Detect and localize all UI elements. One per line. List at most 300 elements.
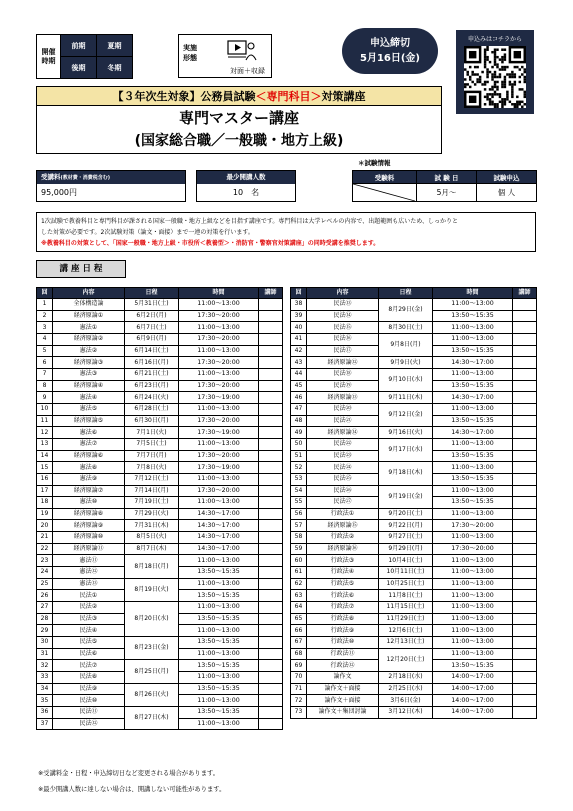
session-time: 11:00～13:00 bbox=[433, 508, 513, 520]
session-number: 13 bbox=[37, 438, 53, 450]
session-time: 11:00～13:00 bbox=[433, 578, 513, 590]
course-title-main: 専門マスター講座 bbox=[178, 109, 299, 127]
session-number: 35 bbox=[37, 695, 53, 707]
session-time: 17:30～19:00 bbox=[179, 462, 259, 474]
session-topic: 民法⑮ bbox=[307, 322, 379, 334]
session-time: 11:00～13:00 bbox=[433, 403, 513, 415]
session-date: 9月27日(土) bbox=[379, 532, 433, 544]
session-date: 9月8日(月) bbox=[379, 333, 433, 356]
period-label: 開催 時期 bbox=[37, 35, 61, 79]
min-students-label: 最少開講人数 bbox=[197, 171, 295, 184]
session-topic: 民法⑨ bbox=[53, 683, 125, 695]
session-topic: 論作文 bbox=[307, 672, 379, 684]
session-topic: 民法④ bbox=[53, 625, 125, 637]
session-instructor bbox=[513, 403, 537, 415]
schedule-row bbox=[37, 357, 283, 369]
session-date: 12月20日(土) bbox=[379, 648, 433, 671]
session-date: 2月18日(水) bbox=[379, 672, 433, 684]
course-title bbox=[36, 106, 442, 154]
session-date: 8月20日(水) bbox=[125, 602, 179, 637]
session-time: 11:00～13:00 bbox=[179, 602, 259, 614]
session-date: 6月14日(土) bbox=[125, 345, 179, 357]
session-date: 10月4日(土) bbox=[379, 555, 433, 567]
session-topic: 経済原論⑫ bbox=[307, 357, 379, 369]
session-time: 13:50～15:35 bbox=[179, 660, 259, 672]
schedule-row bbox=[291, 368, 537, 380]
session-instructor bbox=[513, 450, 537, 462]
session-topic: 民法③ bbox=[53, 613, 125, 625]
session-date: 9月20日(土) bbox=[379, 508, 433, 520]
session-number: 63 bbox=[291, 590, 307, 602]
exam-info-table bbox=[352, 170, 537, 202]
session-instructor bbox=[513, 333, 537, 345]
schedule-row bbox=[291, 683, 537, 695]
session-time: 11:00～13:00 bbox=[179, 625, 259, 637]
session-time: 11:00～13:00 bbox=[433, 322, 513, 334]
session-date: 9月9日(火) bbox=[379, 357, 433, 369]
session-instructor bbox=[259, 613, 283, 625]
session-instructor bbox=[513, 567, 537, 579]
session-number: 32 bbox=[37, 660, 53, 672]
session-number: 66 bbox=[291, 625, 307, 637]
schedule-row bbox=[37, 333, 283, 345]
schedule-row bbox=[37, 392, 283, 404]
session-date: 8月18日(月) bbox=[125, 555, 179, 578]
schedule-row bbox=[37, 450, 283, 462]
session-instructor bbox=[513, 532, 537, 544]
session-instructor bbox=[259, 672, 283, 684]
session-number: 27 bbox=[37, 602, 53, 614]
session-number: 25 bbox=[37, 578, 53, 590]
exam-date-value: 5月～ bbox=[417, 184, 477, 202]
session-number: 61 bbox=[291, 567, 307, 579]
schedule-row bbox=[291, 508, 537, 520]
session-topic: 経済原論③ bbox=[53, 357, 125, 369]
schedule-row bbox=[291, 403, 537, 415]
session-topic: 憲法⑩ bbox=[53, 497, 125, 509]
schedule-header-cell: 日程 bbox=[125, 288, 179, 299]
schedule-row bbox=[291, 578, 537, 590]
session-date: 7月19日(土) bbox=[125, 497, 179, 509]
session-date: 9月11日(木) bbox=[379, 392, 433, 404]
course-target-band bbox=[36, 86, 442, 106]
description-line: した対策が必要です。2次試験対策（論文・面接）まで一連の対策を行います。 bbox=[41, 229, 254, 236]
session-number: 45 bbox=[291, 380, 307, 392]
session-number: 22 bbox=[37, 543, 53, 555]
session-instructor bbox=[259, 695, 283, 707]
session-time: 13:50～15:35 bbox=[433, 310, 513, 322]
schedule-row bbox=[37, 485, 283, 497]
session-number: 10 bbox=[37, 403, 53, 415]
period-term: 後期 bbox=[61, 57, 97, 79]
session-topic: 行政法① bbox=[307, 508, 379, 520]
schedule-row bbox=[291, 555, 537, 567]
session-number: 71 bbox=[291, 683, 307, 695]
session-instructor bbox=[259, 299, 283, 311]
session-topic: 憲法⑤ bbox=[53, 403, 125, 415]
session-number: 56 bbox=[291, 508, 307, 520]
schedule-table-left bbox=[36, 287, 283, 730]
session-number: 59 bbox=[291, 543, 307, 555]
schedule-row bbox=[37, 660, 283, 672]
session-date: 8月5日(火) bbox=[125, 532, 179, 544]
session-number: 16 bbox=[37, 473, 53, 485]
session-instructor bbox=[259, 590, 283, 602]
tuition-label-small: (教材費・消費税含む) bbox=[60, 175, 111, 181]
session-time: 11:00～13:00 bbox=[433, 368, 513, 380]
schedule-table-right bbox=[290, 287, 537, 719]
session-instructor bbox=[513, 345, 537, 357]
session-number: 14 bbox=[37, 450, 53, 462]
session-time: 11:00～13:00 bbox=[433, 637, 513, 649]
session-instructor bbox=[513, 706, 537, 718]
session-number: 52 bbox=[291, 462, 307, 474]
session-topic: 憲法⑨ bbox=[53, 473, 125, 485]
session-number: 43 bbox=[291, 357, 307, 369]
session-instructor bbox=[259, 450, 283, 462]
session-instructor bbox=[259, 508, 283, 520]
session-topic: 行政法② bbox=[307, 532, 379, 544]
session-instructor bbox=[259, 473, 283, 485]
session-topic: 行政法③ bbox=[307, 555, 379, 567]
session-number: 46 bbox=[291, 392, 307, 404]
min-students-value: 10 名 bbox=[232, 188, 260, 197]
session-topic: 経済原論⑩ bbox=[53, 532, 125, 544]
schedule-row bbox=[37, 578, 283, 590]
session-topic: 論作文＋面接 bbox=[307, 695, 379, 707]
session-topic: 憲法⑥ bbox=[53, 427, 125, 439]
session-time: 13:50～15:35 bbox=[179, 613, 259, 625]
schedule-header-cell: 回 bbox=[291, 288, 307, 299]
session-instructor bbox=[259, 392, 283, 404]
session-time: 11:00～13:00 bbox=[433, 555, 513, 567]
session-number: 31 bbox=[37, 648, 53, 660]
session-date: 5月31日(土) bbox=[125, 299, 179, 311]
session-time: 11:00～13:00 bbox=[179, 672, 259, 684]
schedule-row bbox=[37, 683, 283, 695]
session-topic: 民法⑳ bbox=[307, 403, 379, 415]
qr-label: 申込みはコチラから bbox=[467, 36, 522, 43]
schedule-row bbox=[291, 438, 537, 450]
session-number: 5 bbox=[37, 345, 53, 357]
session-number: 39 bbox=[291, 310, 307, 322]
schedule-header-cell: 時間 bbox=[433, 288, 513, 299]
session-number: 17 bbox=[37, 485, 53, 497]
schedule-row bbox=[37, 380, 283, 392]
session-number: 12 bbox=[37, 427, 53, 439]
session-date: 8月26日(火) bbox=[125, 683, 179, 706]
session-instructor bbox=[259, 415, 283, 427]
session-topic: 論作文＋集団討論 bbox=[307, 706, 379, 718]
session-date: 9月19日(金) bbox=[379, 485, 433, 508]
session-time: 14:30～17:00 bbox=[179, 532, 259, 544]
session-topic: 経済原論⑦ bbox=[53, 485, 125, 497]
session-time: 13:50～15:35 bbox=[433, 380, 513, 392]
session-time: 11:00～13:00 bbox=[433, 625, 513, 637]
schedule-row bbox=[37, 462, 283, 474]
schedule-row bbox=[37, 637, 283, 649]
session-instructor bbox=[513, 578, 537, 590]
schedule-row bbox=[37, 706, 283, 718]
schedule-row bbox=[37, 368, 283, 380]
session-instructor bbox=[513, 543, 537, 555]
session-instructor bbox=[259, 345, 283, 357]
session-date: 6月30日(月) bbox=[125, 415, 179, 427]
session-date: 9月17日(水) bbox=[379, 438, 433, 461]
deadline-date: 5月16日(金) bbox=[359, 53, 420, 64]
session-date: 9月29日(月) bbox=[379, 543, 433, 555]
session-time: 11:00～13:00 bbox=[179, 578, 259, 590]
session-instructor bbox=[259, 578, 283, 590]
session-date: 7月31日(木) bbox=[125, 520, 179, 532]
schedule-row bbox=[291, 590, 537, 602]
qr-panel[interactable] bbox=[456, 30, 534, 114]
session-instructor bbox=[513, 322, 537, 334]
session-instructor bbox=[259, 403, 283, 415]
schedule-row bbox=[37, 427, 283, 439]
session-topic: 経済原論⑧ bbox=[53, 508, 125, 520]
session-topic: 民法㉕ bbox=[307, 473, 379, 485]
session-time: 11:00～13:00 bbox=[179, 473, 259, 485]
session-topic: 民法㉖ bbox=[307, 485, 379, 497]
video-lecture-icon bbox=[227, 40, 257, 66]
session-time: 11:00～13:00 bbox=[433, 462, 513, 474]
schedule-row bbox=[291, 357, 537, 369]
session-date: 11月8日(土) bbox=[379, 590, 433, 602]
session-date: 6月23日(月) bbox=[125, 380, 179, 392]
schedule-row bbox=[37, 473, 283, 485]
schedule-row bbox=[291, 695, 537, 707]
session-topic: 論作文＋面接 bbox=[307, 683, 379, 695]
session-time: 17:30～20:00 bbox=[179, 357, 259, 369]
session-instructor bbox=[259, 368, 283, 380]
session-topic: 経済原論⑮ bbox=[307, 520, 379, 532]
session-date: 7月14日(月) bbox=[125, 485, 179, 497]
schedule-row bbox=[291, 637, 537, 649]
session-topic: 行政法⑦ bbox=[307, 602, 379, 614]
schedule-row bbox=[37, 508, 283, 520]
session-date: 8月25日(月) bbox=[125, 660, 179, 683]
session-instructor bbox=[259, 683, 283, 695]
session-number: 11 bbox=[37, 415, 53, 427]
session-date: 6月24日(火) bbox=[125, 392, 179, 404]
tuition-label: 受講料 bbox=[41, 173, 61, 181]
session-instructor bbox=[513, 520, 537, 532]
session-date: 8月19日(火) bbox=[125, 578, 179, 601]
session-number: 72 bbox=[291, 695, 307, 707]
session-instructor bbox=[513, 660, 537, 672]
session-time: 17:30～20:00 bbox=[433, 520, 513, 532]
session-topic: 経済原論⑬ bbox=[307, 392, 379, 404]
session-date: 9月22日(月) bbox=[379, 520, 433, 532]
session-topic: 経済原論① bbox=[53, 310, 125, 322]
qr-code-icon[interactable] bbox=[464, 46, 526, 108]
session-time: 11:00～13:00 bbox=[179, 555, 259, 567]
session-topic: 民法⑧ bbox=[53, 672, 125, 684]
session-instructor bbox=[513, 462, 537, 474]
session-topic: 経済原論② bbox=[53, 333, 125, 345]
session-topic: 民法㉒ bbox=[307, 438, 379, 450]
session-instructor bbox=[259, 660, 283, 672]
session-date: 6月2日(月) bbox=[125, 310, 179, 322]
session-topic: 経済原論⑭ bbox=[307, 427, 379, 439]
deadline-label: 申込締切 bbox=[370, 38, 410, 49]
session-date: 9月10日(水) bbox=[379, 368, 433, 391]
session-instructor bbox=[513, 625, 537, 637]
schedule-row bbox=[291, 485, 537, 497]
period-term: 前期 bbox=[61, 35, 97, 57]
session-time: 13:50～15:35 bbox=[433, 660, 513, 672]
session-number: 24 bbox=[37, 567, 53, 579]
session-instructor bbox=[513, 485, 537, 497]
session-number: 20 bbox=[37, 520, 53, 532]
session-time: 11:00～13:00 bbox=[433, 299, 513, 311]
session-time: 11:00～13:00 bbox=[179, 695, 259, 707]
exam-info-note: ＊試験情報 bbox=[358, 159, 391, 167]
session-topic: 行政法⑪ bbox=[307, 648, 379, 660]
session-time: 17:30～20:00 bbox=[179, 310, 259, 322]
session-number: 70 bbox=[291, 672, 307, 684]
session-number: 42 bbox=[291, 345, 307, 357]
session-time: 14:00～17:00 bbox=[433, 695, 513, 707]
session-topic: 行政法⑫ bbox=[307, 660, 379, 672]
session-topic: 憲法④ bbox=[53, 392, 125, 404]
session-topic: 民法⑱ bbox=[307, 368, 379, 380]
session-instructor bbox=[513, 602, 537, 614]
session-instructor bbox=[513, 497, 537, 509]
session-instructor bbox=[513, 672, 537, 684]
session-number: 54 bbox=[291, 485, 307, 497]
session-instructor bbox=[259, 485, 283, 497]
session-instructor bbox=[259, 648, 283, 660]
period-term: 夏期 bbox=[97, 35, 133, 57]
session-topic: 民法⑲ bbox=[307, 380, 379, 392]
session-number: 60 bbox=[291, 555, 307, 567]
tuition-value: 95,000円 bbox=[41, 188, 77, 197]
schedule-row bbox=[37, 299, 283, 311]
session-time: 11:00～13:00 bbox=[433, 333, 513, 345]
session-time: 17:30～20:00 bbox=[433, 543, 513, 555]
session-time: 13:50～15:35 bbox=[433, 497, 513, 509]
session-instructor bbox=[513, 438, 537, 450]
session-number: 8 bbox=[37, 380, 53, 392]
session-topic: 民法⑰ bbox=[307, 345, 379, 357]
session-topic: 行政法④ bbox=[307, 567, 379, 579]
schedule-row bbox=[291, 648, 537, 660]
session-topic: 経済原論⑤ bbox=[53, 415, 125, 427]
session-number: 30 bbox=[37, 637, 53, 649]
session-topic: 憲法⑦ bbox=[53, 438, 125, 450]
session-number: 29 bbox=[37, 625, 53, 637]
session-time: 13:50～15:35 bbox=[179, 637, 259, 649]
session-instructor bbox=[259, 637, 283, 649]
session-date: 7月29日(火) bbox=[125, 508, 179, 520]
period-term: 冬期 bbox=[97, 57, 133, 79]
session-time: 13:50～15:35 bbox=[179, 683, 259, 695]
session-number: 26 bbox=[37, 590, 53, 602]
session-time: 17:30～20:00 bbox=[179, 333, 259, 345]
session-number: 21 bbox=[37, 532, 53, 544]
schedule-row bbox=[37, 322, 283, 334]
session-topic: 民法⑯ bbox=[307, 333, 379, 345]
session-instructor bbox=[513, 613, 537, 625]
session-number: 6 bbox=[37, 357, 53, 369]
session-date: 12月6日(土) bbox=[379, 625, 433, 637]
session-topic: 憲法⑫ bbox=[53, 567, 125, 579]
schedule-row bbox=[37, 345, 283, 357]
schedule-row bbox=[37, 415, 283, 427]
session-number: 37 bbox=[37, 718, 53, 730]
session-number: 40 bbox=[291, 322, 307, 334]
session-date: 7月1日(火) bbox=[125, 427, 179, 439]
course-title-sub: (国家総合職／一般職・地方上級) bbox=[134, 133, 344, 149]
session-topic: 憲法① bbox=[53, 322, 125, 334]
footnote: ※受講料金・日程・申込締切日など変更される場合があります。 bbox=[38, 770, 220, 777]
session-date: 3月12日(木) bbox=[379, 706, 433, 718]
title-band-post: 対策講座 bbox=[321, 90, 366, 103]
session-date: 8月7日(木) bbox=[125, 543, 179, 555]
session-topic: 全体構造論 bbox=[53, 299, 125, 311]
delivery-method-value: 対面＋収録 bbox=[230, 67, 265, 75]
delivery-method-label: 実施 形態 bbox=[183, 44, 197, 62]
session-instructor bbox=[259, 497, 283, 509]
session-date: 12月13日(土) bbox=[379, 637, 433, 649]
session-instructor bbox=[513, 299, 537, 311]
session-topic: 民法⑬ bbox=[307, 299, 379, 311]
session-time: 17:30～20:00 bbox=[179, 380, 259, 392]
session-number: 68 bbox=[291, 648, 307, 660]
exam-apply-value: 個 人 bbox=[477, 184, 537, 202]
session-time: 11:00～13:00 bbox=[179, 345, 259, 357]
session-instructor bbox=[513, 473, 537, 485]
session-date: 7月5日(土) bbox=[125, 438, 179, 450]
session-number: 15 bbox=[37, 462, 53, 474]
session-time: 14:30～17:00 bbox=[179, 543, 259, 555]
exam-fee-header: 受験料 bbox=[353, 171, 417, 184]
schedule-row bbox=[37, 310, 283, 322]
schedule-header-cell: 内容 bbox=[307, 288, 379, 299]
session-instructor bbox=[259, 555, 283, 567]
session-instructor bbox=[513, 683, 537, 695]
session-instructor bbox=[513, 427, 537, 439]
schedule-row bbox=[291, 520, 537, 532]
session-time: 13:50～15:35 bbox=[179, 567, 259, 579]
session-instructor bbox=[259, 625, 283, 637]
schedule-row bbox=[291, 333, 537, 345]
schedule-row bbox=[291, 543, 537, 555]
session-number: 34 bbox=[37, 683, 53, 695]
session-instructor bbox=[513, 508, 537, 520]
session-topic: 民法⑪ bbox=[53, 706, 125, 718]
session-topic: 行政法⑧ bbox=[307, 613, 379, 625]
session-topic: 民法⑭ bbox=[307, 310, 379, 322]
session-topic: 民法㉔ bbox=[307, 462, 379, 474]
session-date: 8月27日(木) bbox=[125, 706, 179, 729]
session-time: 11:00～13:00 bbox=[433, 602, 513, 614]
schedule-header-cell: 講師 bbox=[513, 288, 537, 299]
session-number: 36 bbox=[37, 706, 53, 718]
session-instructor bbox=[259, 602, 283, 614]
session-time: 13:50～15:35 bbox=[433, 473, 513, 485]
min-students-box bbox=[196, 170, 296, 202]
session-number: 48 bbox=[291, 415, 307, 427]
session-time: 11:00～13:00 bbox=[179, 368, 259, 380]
session-number: 49 bbox=[291, 427, 307, 439]
title-band-highlight: ＜専門科目＞ bbox=[255, 90, 322, 103]
session-date: 6月9日(月) bbox=[125, 333, 179, 345]
session-topic: 経済原論⑨ bbox=[53, 520, 125, 532]
session-topic: 民法⑦ bbox=[53, 660, 125, 672]
